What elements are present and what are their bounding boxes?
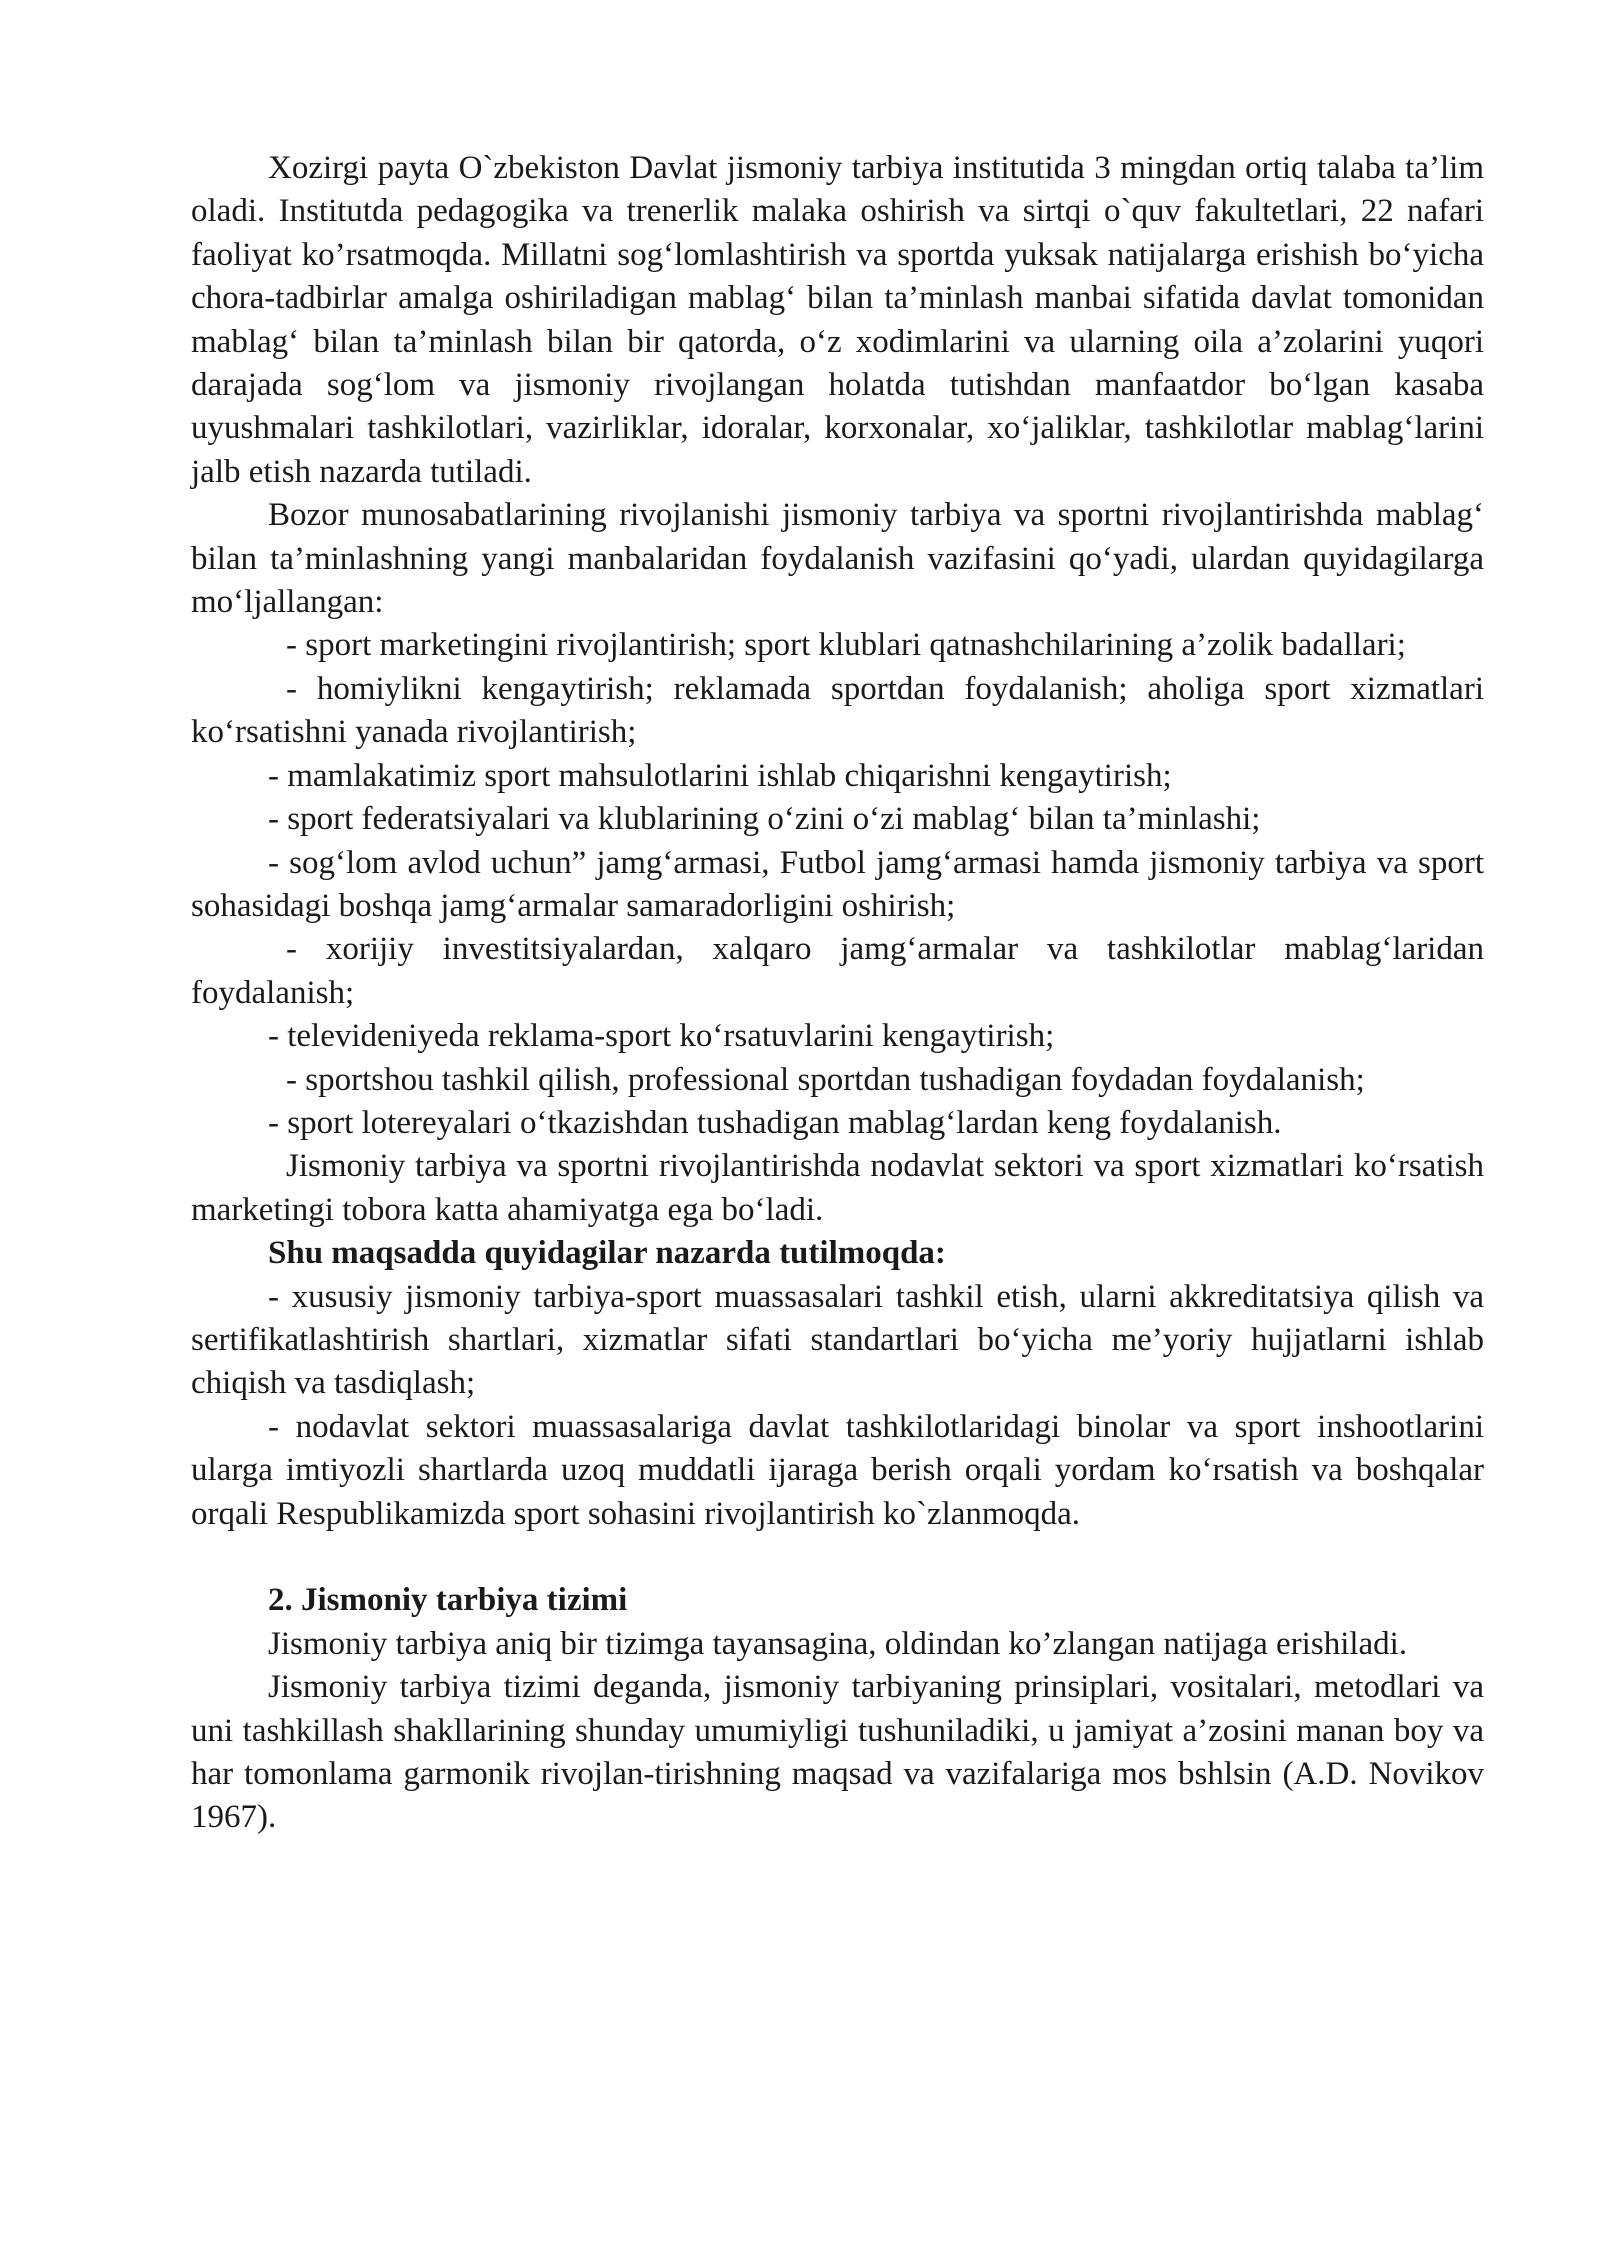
list-item-3: - mamlakatimiz sport mahsulotlarini ishlab chiqarishni kengaytirish; bbox=[268, 757, 1172, 794]
list-item-7: - televideniyeda reklama-sport ko‘rsatuvlarini kengaytirish; bbox=[268, 1018, 1055, 1055]
paragraph-2: Bozor munosabatlarining rivojlanishi jismoniy tarbiya va sportni rivojlantirishda mablag‘ bilan ta’minlashning yangi manbalaridan foydalanish vazifasini qo‘yadi, ulardan quyidagilarga mo‘ljallangan: bbox=[191, 497, 1484, 621]
list-item-1: - sport marketingini rivojlantirish; sport klublari qatnashchilarining a’zolik badallari; bbox=[286, 627, 1406, 664]
blank-line bbox=[191, 1536, 1484, 1579]
list-item-4: - sport federatsiyalari va klublarining o‘zini o‘zi mablag‘ bilan ta’minlashi; bbox=[268, 801, 1261, 838]
section-paragraph-2: Jismoniy tarbiya tizimi deganda, jismoniy tarbiyaning prinsiplari, vositalari, metodlari va uni tashkillash shakllarining shunday umumiyligi tushuniladiki, u jamiyat a’zosini manan boy va har tomonlama garmonik rivojlan-tirishning maqsad va vazifalariga mos bshlsin (A.D. Novikov 1967). bbox=[191, 1669, 1484, 1836]
section-paragraph-1: Jismoniy tarbiya aniq bir tizimga tayansagina, oldindan ko’zlangan natijaga erishiladi. bbox=[268, 1625, 1408, 1662]
list-item-8: - sportshou tashkil qilish, professional sportdan tushadigan foydadan foydalanish; bbox=[286, 1061, 1365, 1098]
list-item-5: - sog‘lom avlod uchun” jamg‘armasi, Futbol jamg‘armasi hamda jismoniy tarbiya va sport sohasidagi boshqa jamg‘armalar samaradorligini oshirish; bbox=[191, 844, 1484, 924]
list2-item-2: - nodavlat sektori muassasalariga davlat tashkilotlaridagi binolar va sport inshootlarini ularga imtiyozli shartlarda uzoq muddatli ijaraga berish orqali yordam ko‘rsatish va boshqalar orqali Respublikamizda sport sohasini rivojlantirish ko`zlanmoqda. bbox=[191, 1408, 1484, 1532]
list-item-9: - sport lotereyalari o‘tkazishdan tushadigan mablag‘lardan keng foydalanish. bbox=[268, 1104, 1282, 1141]
bold-line: Shu maqsadda quyidagilar nazarda tutilmoqda: bbox=[268, 1235, 946, 1272]
list2-item-1: - xususiy jismoniy tarbiya-sport muassasalari tashkil etish, ularni akkreditatsiya qilish va sertifikatlashtirish shartlari, xizmatlar sifati standartlari bo‘yicha me’yoriy hujjatlarni ishlab chiqish va tasdiqlash; bbox=[191, 1278, 1484, 1402]
paragraph-1: Xozirgi payta O`zbekiston Davlat jismoniy tarbiya institutida 3 mingdan ortiq talaba ta’lim oladi. Institutda pedagogika va trenerlik malaka oshirish va sirtqi o`quv fakultetlari, 22 nafari faoliyat ko’rsatmoqda. Millatni sog‘lomlashtirish va sportda yuksak natijalarga erishish bo‘yicha chora-tadbirlar amalga oshiriladigan mablag‘ bilan ta’minlash manbai sifatida davlat tomonidan mablag‘ bilan ta’minlash bilan bir qatorda, o‘z xodimlarini va ularning oila a’zolarini yuqori darajada sog‘lom va jismoniy rivojlangan holatda tutishdan manfaatdor bo‘lgan kasaba uyushmalari tashkilotlari, vazirliklar, idoralar, korxonalar, xo‘jaliklar, tashkilotlar mablag‘larini jalb etish nazarda tutiladi. bbox=[191, 150, 1484, 490]
list-item-2: - homiylikni kengaytirish; reklamada sportdan foydalanish; aholiga sport xizmatlari ko‘rsatishni yanada rivojlantirish; bbox=[191, 670, 1484, 751]
list-item-6: - xorijiy investitsiyalardan, xalqaro jamg‘armalar va tashkilotlar mablag‘laridan foydalanish; bbox=[191, 931, 1484, 1011]
paragraph-3: Jismoniy tarbiya va sportni rivojlantirishda nodavlat sektori va sport xizmatlari ko‘rsatish marketingi tobora katta ahamiyatga ega bo‘ladi. bbox=[191, 1148, 1484, 1228]
section-heading: 2. Jismoniy tarbiya tizimi bbox=[268, 1582, 628, 1619]
document-page bbox=[191, 147, 1484, 1840]
